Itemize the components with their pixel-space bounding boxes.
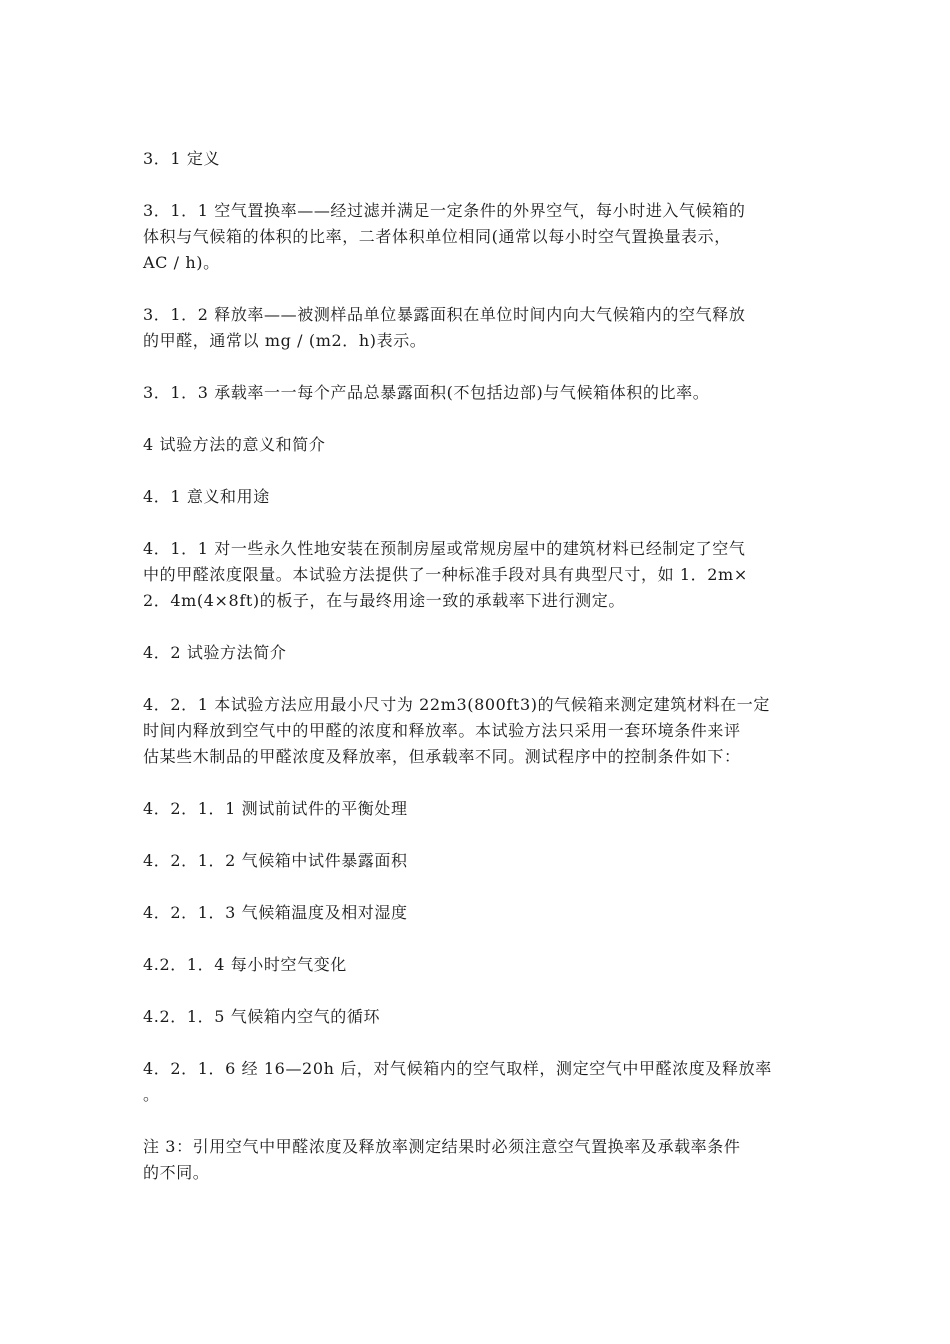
text-line: 中的甲醛浓度限量。本试验方法提供了一种标准手段对具有典型尺寸，如 1．2m×: [143, 565, 748, 584]
item-4-2-1-1: [143, 796, 763, 822]
text-line: 4．1．1 对一些永久性地安装在预制房屋或常规房屋中的建筑材料已经制定了空气: [143, 539, 746, 558]
text-line: 4．2．1．1 测试前试件的平衡处理: [143, 799, 408, 818]
text-line: AC / h)。: [143, 253, 220, 272]
note-3: [143, 1134, 763, 1186]
text-line: 4．2．1 本试验方法应用最小尺寸为 22m3(800ft3)的气候箱来测定建筑材料在一定: [143, 695, 770, 714]
text-line: 4.2．1．4 每小时空气变化: [143, 955, 347, 974]
paragraph-3-1: [143, 146, 763, 172]
text-line: 的甲醛，通常以 mg / (m2．h)表示。: [143, 331, 427, 350]
paragraph-3-1-1: [143, 198, 763, 276]
text-line: 的不同。: [143, 1163, 210, 1182]
paragraph-3-1-3: [143, 380, 763, 406]
text-line: 3．1．3 承载率一一每个产品总暴露面积(不包括边部)与气候箱体积的比率。: [143, 383, 710, 402]
text-line: 4．2．1．2 气候箱中试件暴露面积: [143, 851, 408, 870]
text-line: 估某些木制品的甲醛浓度及释放率，但承载率不同。测试程序中的控制条件如下：: [143, 747, 741, 766]
heading-4-1: [143, 484, 763, 510]
text-line: 4．2 试验方法简介: [143, 643, 287, 662]
text-line: 2．4m(4×8ft)的板子，在与最终用途一致的承载率下进行测定。: [143, 591, 625, 610]
item-4-2-1-6: [143, 1056, 772, 1108]
paragraph-4-1-1: [143, 536, 763, 614]
text-line: 体积与气候箱的体积的比率，二者体积单位相同(通常以每小时空气置换量表示，: [143, 227, 731, 246]
item-4-2-1-4: [143, 952, 763, 978]
text-line: 4．2．1．3 气候箱温度及相对湿度: [143, 903, 408, 922]
text-line: 3．1 定义: [143, 149, 221, 168]
text-line: 3．1．2 释放率——被测样品单位暴露面积在单位时间内向大气候箱内的空气释放: [143, 305, 746, 324]
text-line: 4．2．1．6 经 16—20h 后，对气候箱内的空气取样，测定空气中甲醛浓度及释放率: [143, 1059, 772, 1078]
heading-4-2: [143, 640, 763, 666]
paragraph-3-1-2: [143, 302, 763, 354]
text-line: 时间内释放到空气中的甲醛的浓度和释放率。本试验方法只采用一套环境条件来评: [143, 721, 741, 740]
text-line: 4．1 意义和用途: [143, 487, 270, 506]
text-line: 。: [143, 1085, 160, 1104]
paragraph-4-2-1: [143, 692, 770, 770]
item-4-2-1-3: [143, 900, 763, 926]
text-line: 3．1．1 空气置换率——经过滤并满足一定条件的外界空气，每小时进入气候箱的: [143, 201, 746, 220]
text-line: 注 3：引用空气中甲醛浓度及释放率测定结果时必须注意空气置换率及承载率条件: [143, 1137, 741, 1156]
text-line: 4.2．1．5 气候箱内空气的循环: [143, 1007, 381, 1026]
heading-4: [143, 432, 763, 458]
item-4-2-1-2: [143, 848, 763, 874]
document-body: [143, 146, 772, 1212]
item-4-2-1-5: [143, 1004, 763, 1030]
text-line: 4 试验方法的意义和简介: [143, 435, 326, 454]
